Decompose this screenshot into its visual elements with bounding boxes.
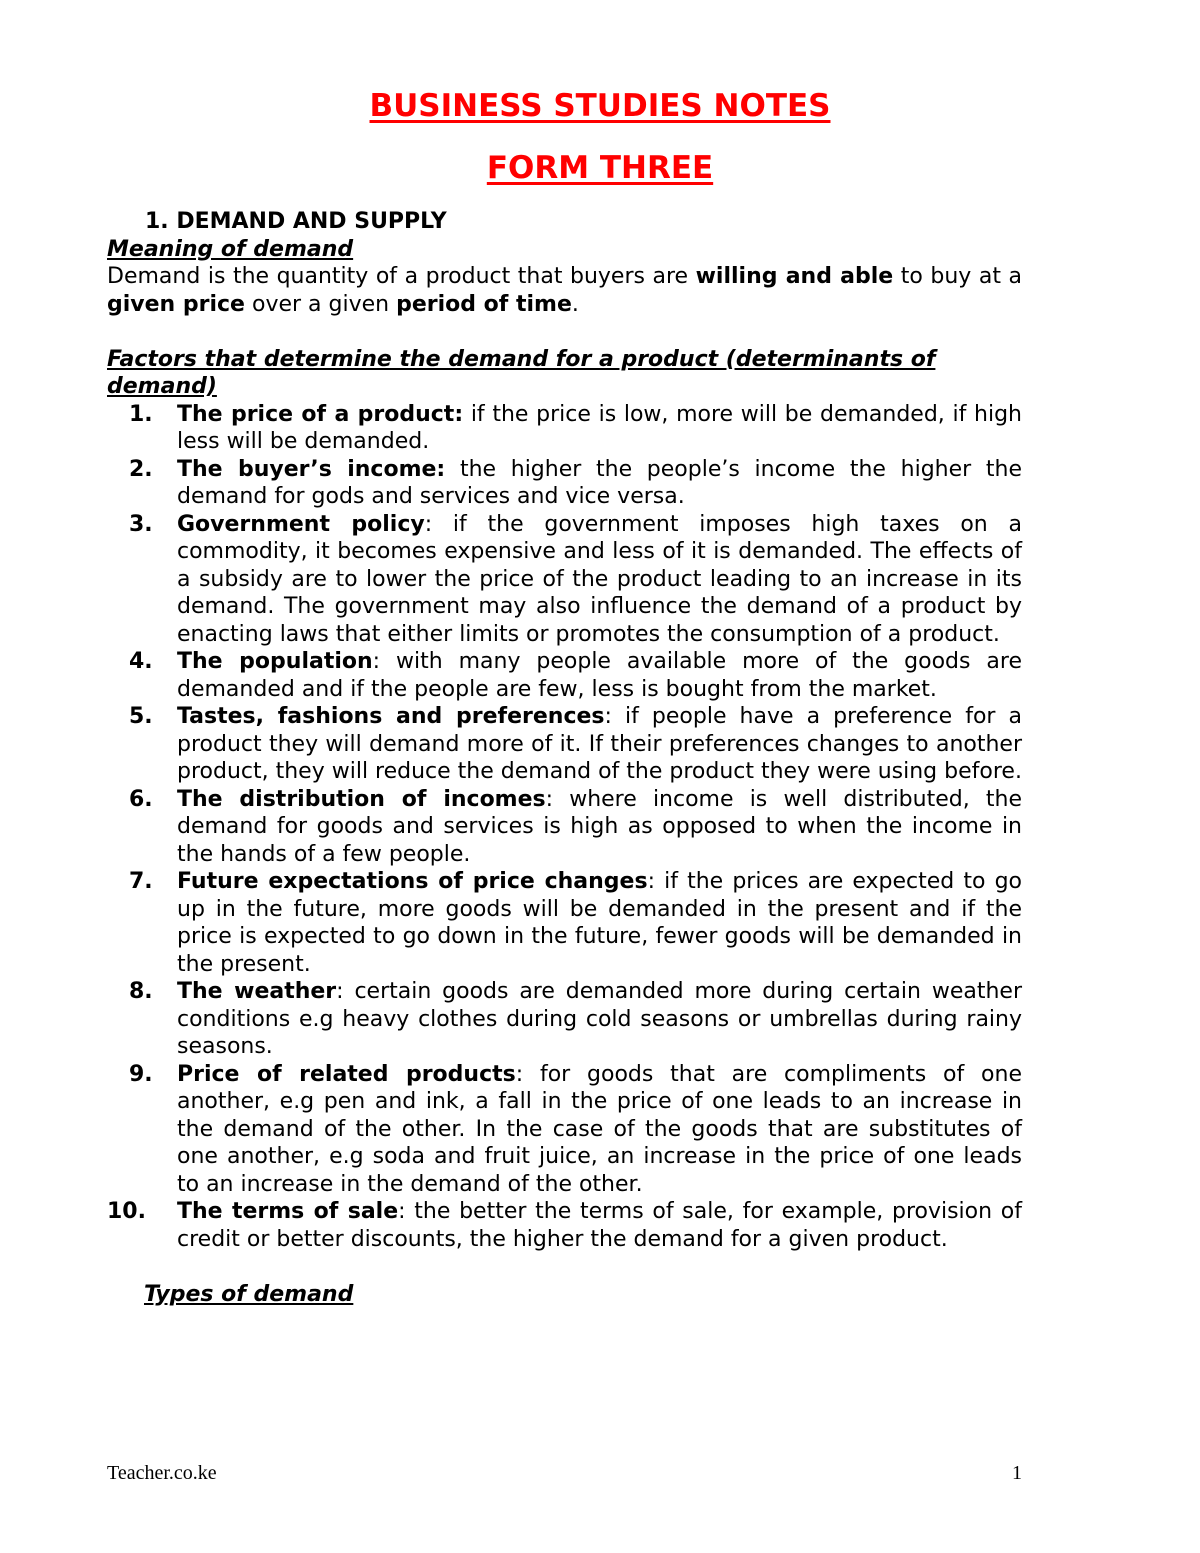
factor-term: Future expectations of price changes [177, 869, 648, 894]
factor-term: The buyer’s income: [177, 456, 446, 482]
list-item [107, 401, 1022, 456]
list-number: 7. [129, 869, 153, 894]
list-number: 1. [129, 401, 153, 427]
factors-heading: Factors that determine the demand for a product (determinants of demand) [107, 346, 936, 399]
list-item [107, 978, 1022, 1061]
list-number: 9. [129, 1061, 153, 1087]
list-number: 4. [129, 649, 153, 674]
page-number: 1 [1012, 1462, 1022, 1484]
list-number: 10. [107, 1199, 146, 1224]
definition-text: . [571, 291, 579, 317]
factor-text: : the better the terms of sale, for example, provision of credit or better discounts, the higher the demand for a given product. [177, 1199, 1022, 1252]
factor-text: : certain goods are demanded more during certain weather conditions e.g heavy clothes during cold seasons or umbrellas during rainy seasons. [177, 979, 1022, 1059]
list-number: 3. [129, 511, 153, 537]
factors-list [107, 401, 1022, 1254]
list-item [107, 703, 1022, 786]
definition-bold: period of time [396, 291, 572, 317]
factor-term: The weather [177, 979, 337, 1004]
document-title: BUSINESS STUDIES NOTES [369, 88, 831, 124]
list-item [107, 868, 1022, 978]
blank-line [107, 1253, 1022, 1281]
list-item [107, 1061, 1022, 1199]
definition-text: over a given [244, 291, 397, 317]
definition-bold: given price [107, 291, 245, 317]
document-body [107, 208, 1022, 1308]
list-item [107, 1198, 1022, 1253]
list-item [107, 456, 1022, 511]
meaning-heading: Meaning of demand [107, 236, 354, 262]
list-item [107, 648, 1022, 703]
factor-text: : if people have a preference for a product they will demand more of it. If their preferences changes to another product, they will reduce the demand of the product they were using before. [177, 704, 1023, 784]
definition-text: to buy at a [893, 264, 1022, 289]
factor-term: The price of a product: [177, 401, 464, 427]
demand-definition [107, 263, 1022, 318]
footer-site: Teacher.co.ke [107, 1462, 217, 1484]
section-heading: 1. DEMAND AND SUPPLY [145, 209, 447, 234]
factor-text: : for goods that are compliments of one another, e.g pen and ink, a fall in the price of one leads to an increase in the demand of the other. In the case of the goods that are substitutes of one another, e.g soda and fruit juice, an increase in the price of one leads to an increase in the demand of the other. [177, 1061, 1022, 1197]
definition-bold: willing and able [695, 264, 894, 289]
list-number: 2. [129, 456, 153, 482]
factor-term: The terms of sale [177, 1199, 399, 1224]
list-item [107, 786, 1022, 869]
factor-text: : where income is well distributed, the demand for goods and services is high as opposed to when the income in the hands of a few people. [177, 786, 1022, 867]
factor-term: Government policy [177, 511, 425, 537]
definition-text: Demand is the quantity of a product that buyers are [107, 264, 696, 289]
factor-term: Price of related products [177, 1061, 516, 1087]
factor-text: : if the prices are expected to go up in the future, more goods will be demanded in the present and if the price is expected to go down in the future, fewer goods will be demanded in the present. [177, 869, 1022, 977]
list-number: 5. [129, 704, 153, 729]
factor-text: : with many people available more of the goods are demanded and if the people are few, less is bought from the market. [177, 649, 1022, 702]
list-number: 8. [129, 979, 153, 1004]
factor-text: if the price is low, more will be demanded, if high less will be demanded. [177, 401, 1022, 454]
factor-term: The population [177, 649, 373, 674]
factor-term: The distribution of incomes [177, 786, 546, 812]
factor-text: : if the government imposes high taxes on a commodity, it becomes expensive and less of it is demanded. The effects of a subsidy are to lower the price of the product leading to an increase in its demand. The government may also influence the demand of a product by enacting laws that either limits or promotes the consumption of a product. [177, 511, 1022, 647]
blank-line [107, 318, 1022, 346]
list-item [107, 511, 1022, 649]
factor-term: Tastes, fashions and preferences [177, 704, 605, 729]
form-title: FORM THREE [486, 150, 714, 186]
factor-text: the higher the people’s income the higher the demand for gods and services and vice versa. [177, 456, 1022, 509]
types-heading: Types of demand [144, 1281, 354, 1307]
list-number: 6. [129, 786, 153, 812]
